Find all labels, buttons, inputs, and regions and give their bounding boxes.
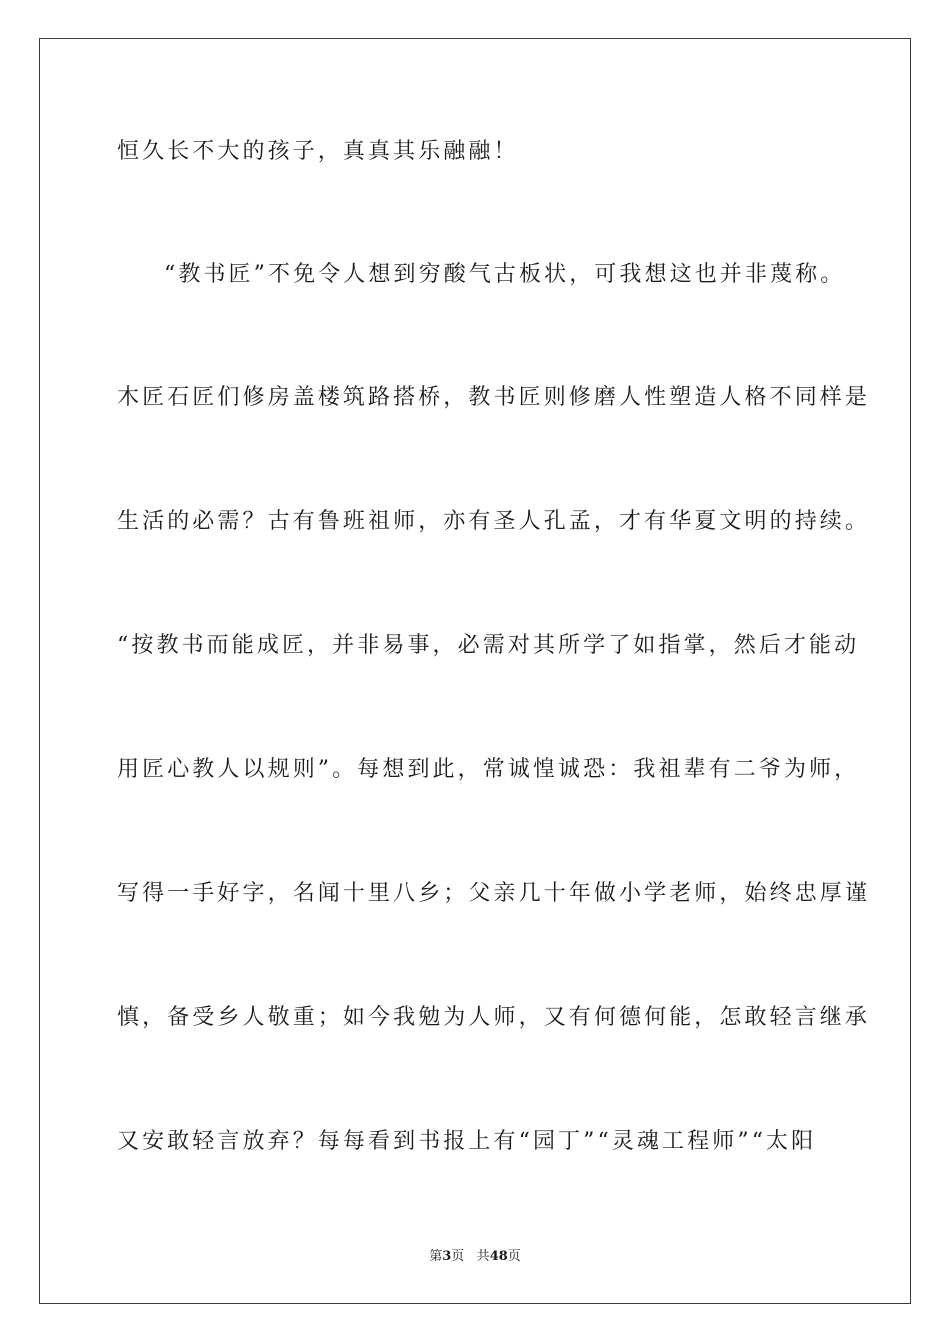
- text-line: 写得一手好字，名闻十里八乡；父亲几十年做小学老师，始终忠厚谨: [117, 881, 871, 906]
- text-line: “教书匠”不免令人想到穷酸气古板状，可我想这也并非蔑称。: [164, 262, 846, 287]
- page-number: 3: [442, 1249, 452, 1264]
- total-pages: 48: [489, 1249, 508, 1264]
- total-prefix: 共: [476, 1249, 490, 1264]
- page-border: [39, 38, 911, 1304]
- text-line: 慎，备受乡人敬重；如今我勉为人师，又有何德何能，怎敢轻言继承: [117, 1005, 871, 1030]
- text-line: 恒久长不大的孩子，真真其乐融融！: [117, 139, 519, 164]
- page-prefix: 第: [429, 1249, 443, 1264]
- page-footer: [0, 1248, 950, 1266]
- text-line: 用匠心教人以规则”。每想到此，常诚惶诚恐：我祖辈有二爷为师，: [117, 757, 860, 782]
- total-suffix: 页: [507, 1249, 521, 1264]
- text-line: 生活的必需？古有鲁班祖师，亦有圣人孔孟，才有华夏文明的持续。: [117, 509, 871, 534]
- text-line: 又安敢轻言放弃？每每看到书报上有“园丁”“灵魂工程师”“太阳: [117, 1129, 817, 1154]
- text-line: 木匠石匠们修房盖楼筑路搭桥，教书匠则修磨人性塑造人格不同样是: [117, 385, 871, 410]
- page-suffix: 页: [451, 1249, 465, 1264]
- text-line: “按教书而能成匠，并非易事，必需对其所学了如指掌，然后才能动: [117, 633, 860, 658]
